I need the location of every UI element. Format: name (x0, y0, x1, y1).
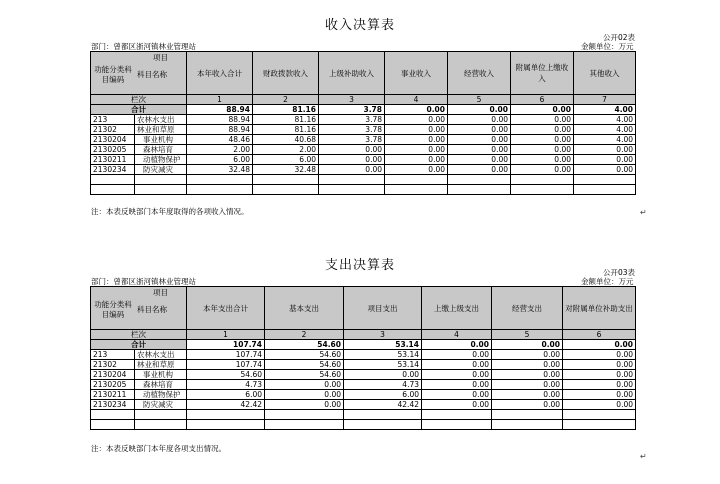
income-header-corner (91, 52, 187, 95)
income-cell: 6.00 (253, 155, 319, 165)
income-cell: 0.00 (385, 115, 448, 125)
income-code: 2130204 (91, 135, 135, 145)
income-cell: 2.00 (253, 145, 319, 155)
table-row (91, 360, 636, 370)
income-cell: 3.78 (319, 125, 385, 135)
table-row (91, 135, 636, 145)
expense-title: 支出决算表 (324, 258, 395, 273)
income-cell: 0.00 (448, 125, 511, 135)
expense-col-header: 项目支出 (344, 287, 422, 330)
expense-col-header: 本年支出合计 (187, 287, 265, 330)
expense-unit: 金额单位：万元 (581, 277, 634, 286)
expense-cell: 0.00 (422, 370, 492, 380)
expense-cell: 0.00 (422, 400, 492, 410)
income-cell: 88.94 (187, 105, 253, 115)
expense-col-header: 经营支出 (492, 287, 563, 330)
expense-cell: 0.00 (563, 360, 636, 370)
income-col-header: 附属单位上缴收入 (511, 52, 574, 95)
income-name: 林业和草原 (135, 125, 187, 135)
income-cell: 0.00 (319, 155, 385, 165)
expense-cell: 0.00 (492, 390, 563, 400)
expense-cell: 4.73 (187, 380, 265, 390)
expense-code: 2130204 (91, 370, 135, 380)
expense-cell: 0.00 (422, 360, 492, 370)
income-cell: 3.78 (319, 105, 385, 115)
income-cell: 0.00 (319, 145, 385, 155)
table-row (91, 125, 636, 135)
income-name: 事业机构 (135, 135, 187, 145)
table-row (91, 165, 636, 175)
expense-code: 2130205 (91, 380, 135, 390)
income-code: 2130234 (91, 165, 135, 175)
income-cell: 0.00 (448, 165, 511, 175)
expense-col-num: 3 (344, 330, 422, 340)
income-cell: 3.78 (319, 135, 385, 145)
income-col-num: 7 (574, 95, 636, 105)
expense-cell: 0.00 (422, 350, 492, 360)
expense-header-item: 项目 (153, 288, 168, 297)
expense-col-num: 4 (422, 330, 492, 340)
expense-name: 防灾减灾 (135, 400, 187, 410)
income-cell: 0.00 (385, 125, 448, 135)
expense-col-header: 对附属单位补助支出 (563, 287, 636, 330)
table-row (91, 400, 636, 410)
income-cell: 48.46 (187, 135, 253, 145)
expense-col-num: 6 (563, 330, 636, 340)
expense-cell: 0.00 (422, 390, 492, 400)
income-code: 21302 (91, 125, 135, 135)
income-cell: 40.68 (253, 135, 319, 145)
income-cell: 4.00 (574, 105, 636, 115)
expense-col-num: 2 (265, 330, 344, 340)
income-col-num: 5 (448, 95, 511, 105)
income-code: 213 (91, 115, 135, 125)
income-code: 2130211 (91, 155, 135, 165)
expense-cell: 54.60 (265, 350, 344, 360)
expense-cell: 6.00 (187, 390, 265, 400)
table-row (91, 115, 636, 125)
expense-code: 21302 (91, 360, 135, 370)
income-col-header: 事业收入 (385, 52, 448, 95)
income-cell: 4.00 (574, 115, 636, 125)
expense-cell: 0.00 (265, 380, 344, 390)
expense-cell: 0.00 (492, 380, 563, 390)
expense-cell: 107.74 (187, 350, 265, 360)
expense-code: 2130234 (91, 400, 135, 410)
income-cell: 0.00 (511, 155, 574, 165)
income-col-header: 经营收入 (448, 52, 511, 95)
expense-cell: 4.73 (344, 380, 422, 390)
expense-name: 农林水支出 (135, 350, 187, 360)
expense-cell: 0.00 (492, 370, 563, 380)
expense-cell: 0.00 (265, 400, 344, 410)
income-col-header: 上级补助收入 (319, 52, 385, 95)
expense-cell: 0.00 (563, 350, 636, 360)
expense-col-num: 5 (492, 330, 563, 340)
expense-cell: 42.42 (344, 400, 422, 410)
income-cell: 0.00 (319, 165, 385, 175)
income-cell: 88.94 (187, 125, 253, 135)
income-cell: 0.00 (511, 165, 574, 175)
empty-row (91, 420, 636, 430)
table-row (91, 390, 636, 400)
expense-cell: 54.60 (265, 370, 344, 380)
income-name: 防灾减灾 (135, 165, 187, 175)
expense-cell: 0.00 (344, 370, 422, 380)
income-title: 收入决算表 (324, 18, 395, 33)
income-col-header: 其他收入 (574, 52, 636, 95)
income-col-num: 6 (511, 95, 574, 105)
expense-cell: 0.00 (422, 340, 492, 350)
expense-cell: 0.00 (492, 350, 563, 360)
income-cell: 0.00 (511, 145, 574, 155)
income-header-name: 科目名称 (137, 70, 167, 79)
income-cell: 32.48 (253, 165, 319, 175)
income-cell: 6.00 (187, 155, 253, 165)
income-cell: 2.00 (187, 145, 253, 155)
expense-cell: 107.74 (187, 340, 265, 350)
income-cell: 0.00 (574, 155, 636, 165)
expense-col-label: 栏次 (91, 330, 187, 340)
table-row (91, 145, 636, 155)
expense-total-label: 合计 (91, 340, 187, 350)
income-cell: 0.00 (385, 165, 448, 175)
income-col-num: 2 (253, 95, 319, 105)
expense-cell: 53.14 (344, 360, 422, 370)
income-cell: 0.00 (448, 155, 511, 165)
income-cell: 4.00 (574, 135, 636, 145)
expense-cell: 0.00 (563, 340, 636, 350)
expense-cell: 0.00 (422, 380, 492, 390)
expense-cell: 0.00 (265, 390, 344, 400)
expense-cell: 42.42 (187, 400, 265, 410)
expense-header-name: 科目名称 (137, 305, 167, 314)
income-cell: 0.00 (511, 125, 574, 135)
income-name: 农林水支出 (135, 115, 187, 125)
return-mark-icon: ↵ (640, 452, 647, 461)
expense-cell: 54.60 (265, 340, 344, 350)
expense-cell: 6.00 (344, 390, 422, 400)
expense-cell: 54.60 (187, 370, 265, 380)
income-col-num: 1 (187, 95, 253, 105)
income-col-label: 栏次 (91, 95, 187, 105)
expense-total-row (91, 340, 636, 350)
expense-cell: 53.14 (344, 350, 422, 360)
expense-name: 林业和草原 (135, 360, 187, 370)
table-row (91, 350, 636, 360)
expense-header-corner (91, 287, 187, 330)
income-cell: 81.16 (253, 105, 319, 115)
income-cell: 0.00 (574, 145, 636, 155)
expense-dept: 部门：曾都区浙河镇林业管理站 (91, 277, 196, 286)
expense-table (90, 286, 636, 430)
income-name: 动植物保护 (135, 155, 187, 165)
expense-col-header: 上缴上级支出 (422, 287, 492, 330)
expense-cell: 53.14 (344, 340, 422, 350)
expense-header-code: 功能分类科目编码 (94, 300, 132, 319)
income-cell: 3.78 (319, 115, 385, 125)
income-header-item: 项目 (153, 53, 168, 62)
table-row (91, 380, 636, 390)
income-header-code: 功能分类科目编码 (94, 65, 132, 84)
expense-form-no: 公开03表 (603, 268, 636, 277)
income-unit: 金额单位：万元 (581, 42, 634, 51)
expense-name: 森林培育 (135, 380, 187, 390)
expense-note: 注：本表反映部门本年度各项支出情况。 (91, 444, 226, 453)
income-note: 注：本表反映部门本年度取得的各项收入情况。 (91, 207, 249, 216)
income-col-header: 本年收入合计 (187, 52, 253, 95)
empty-row (91, 175, 636, 185)
expense-cell: 0.00 (492, 340, 563, 350)
expense-cell: 0.00 (492, 400, 563, 410)
income-name: 森林培育 (135, 145, 187, 155)
income-cell: 0.00 (448, 145, 511, 155)
expense-cell: 0.00 (563, 390, 636, 400)
income-cell: 32.48 (187, 165, 253, 175)
expense-cell: 0.00 (563, 400, 636, 410)
expense-name: 动植物保护 (135, 390, 187, 400)
expense-cell: 0.00 (492, 360, 563, 370)
income-cell: 4.00 (574, 125, 636, 135)
expense-col-header: 基本支出 (265, 287, 344, 330)
income-cell: 0.00 (511, 115, 574, 125)
income-col-num: 4 (385, 95, 448, 105)
return-mark-icon: ↵ (640, 208, 647, 217)
income-cell: 0.00 (385, 145, 448, 155)
expense-code: 2130211 (91, 390, 135, 400)
income-total-label: 合计 (91, 105, 187, 115)
income-cell: 0.00 (448, 115, 511, 125)
empty-row (91, 185, 636, 195)
income-col-num: 3 (319, 95, 385, 105)
income-total-row (91, 105, 636, 115)
income-cell: 0.00 (448, 105, 511, 115)
empty-row (91, 410, 636, 420)
expense-col-num: 1 (187, 330, 265, 340)
table-row (91, 370, 636, 380)
income-cell: 0.00 (574, 165, 636, 175)
expense-name: 事业机构 (135, 370, 187, 380)
expense-cell: 0.00 (563, 380, 636, 390)
table-row (91, 155, 636, 165)
expense-cell: 107.74 (187, 360, 265, 370)
income-code: 2130205 (91, 145, 135, 155)
income-cell: 0.00 (385, 135, 448, 145)
income-cell: 0.00 (448, 135, 511, 145)
income-cell: 0.00 (511, 105, 574, 115)
income-table (90, 51, 636, 195)
income-cell: 88.94 (187, 115, 253, 125)
income-cell: 0.00 (385, 155, 448, 165)
income-col-header: 财政拨款收入 (253, 52, 319, 95)
income-cell: 81.16 (253, 125, 319, 135)
income-dept: 部门：曾都区浙河镇林业管理站 (91, 42, 196, 51)
income-cell: 0.00 (511, 135, 574, 145)
expense-cell: 0.00 (563, 370, 636, 380)
income-cell: 81.16 (253, 115, 319, 125)
expense-cell: 54.60 (265, 360, 344, 370)
income-form-no: 公开02表 (603, 33, 636, 42)
income-cell: 0.00 (385, 105, 448, 115)
expense-code: 213 (91, 350, 135, 360)
